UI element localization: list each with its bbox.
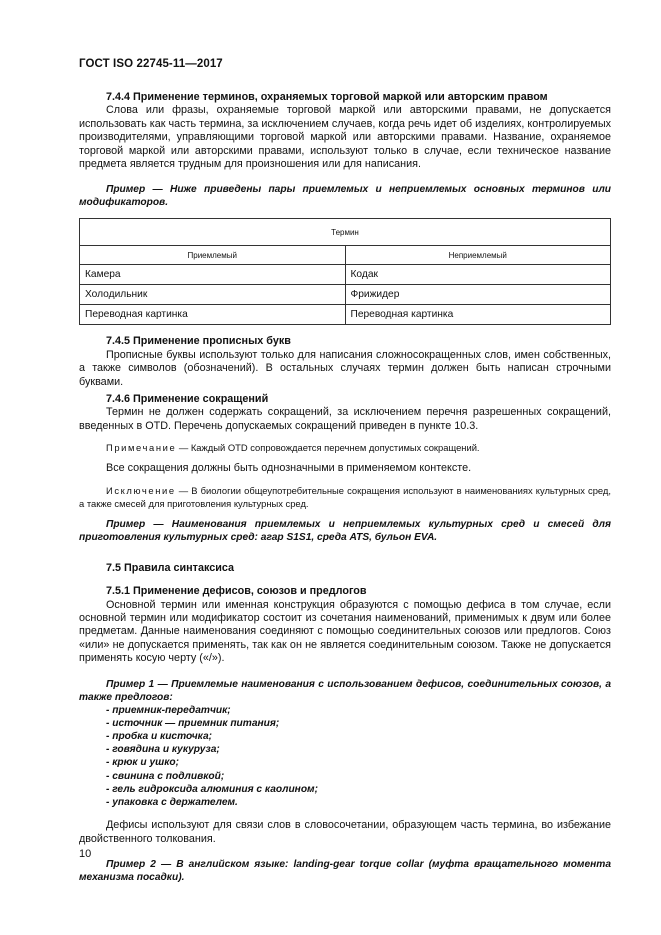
page-content	[79, 91, 611, 884]
section-7-4-4-body: Слова или фразы, охраняемые торговой маркой или авторскими правами, не допускается использовать как часть термина, за исключением случаев, когда речь идет об изделиях, контролируемых производителями, управляющими торговой маркой или авторскими правами. Название, охраняемое торговой маркой или авторскими правами, используют только в случае, если техническое название предмета является трудным для произношения или для написания.	[79, 104, 611, 171]
list-item: - свинина с подливкой;	[106, 770, 225, 782]
section-7-5-1-body: Основной термин или именная конструкция образуются с помощью дефиса в том случае, если основной термин или модификатор состоит из сочетания наименований, применимых к двум или более предметам. Данные наименования соединяют с помощью соединительных союзов или предлогов. Союз «или» не допускается применять, так как он не является соединительным союзом. Также не допускается применять косую черту («/»).	[79, 598, 611, 665]
section-7-4-5-body: Прописные буквы используют только для написания сложносокращенных слов, имен собственных, а также символов (обозначений). В остальных случаях термин должен быть написан строчными буквами.	[79, 348, 611, 388]
list-item: - пробка и кисточка;	[106, 730, 213, 742]
cell-acceptable: Переводная картинка	[80, 305, 346, 325]
list-item: - упаковка с держателем.	[106, 796, 238, 808]
cell-acceptable: Камера	[80, 265, 346, 285]
exception-label: Исключение	[106, 484, 176, 496]
section-7-4-5-heading: 7.4.5 Применение прописных букв	[106, 335, 291, 348]
section-7-4-6-body: Термин не должен содержать сокращений, за исключением перечня разрешенных сокращений, введенных в OTD. Перечень допускаемых сокращений приведен в пункте 10.3.	[79, 406, 611, 432]
column-header-acceptable: Приемлемый	[80, 246, 346, 265]
terms-table	[79, 218, 611, 325]
example-list	[79, 704, 611, 810]
note	[79, 441, 611, 454]
list-item: - крюк и ушко;	[106, 757, 179, 769]
table-row	[80, 305, 611, 325]
cell-unacceptable: Фрижидер	[345, 285, 611, 305]
cell-acceptable: Холодильник	[80, 285, 346, 305]
note-label: Примечание	[106, 442, 177, 454]
section-7-5-1-body-2: Дефисы используют для связи слов в словосочетании, образующем часть термина, во избежание двойственного толкования.	[79, 819, 611, 845]
section-7-5-1-example-2: Пример 2 — В английском языке: landing-gear torque collar (муфта вращательного момента механизма посадки).	[79, 858, 611, 883]
section-7-5-1-heading: 7.5.1 Применение дефисов, союзов и предлогов	[106, 585, 367, 598]
page-number: 10	[79, 848, 92, 860]
table-row	[80, 265, 611, 285]
note-text: — Каждый OTD сопровождается перечнем допустимых сокращений.	[176, 442, 480, 454]
cell-unacceptable: Переводная картинка	[345, 305, 611, 325]
section-7-4-4-example: Пример — Ниже приведены пары приемлемых и неприемлемых основных терминов или модификаторов.	[79, 184, 611, 209]
list-item: - говядина и кукуруза;	[106, 744, 220, 756]
exception-text: — В биологии общеупотребительные сокращения используют в наименованиях культурных сред, а также смесей для приготовления культурных сред.	[79, 484, 611, 509]
list-item: - источник — приемник питания;	[106, 717, 280, 729]
section-7-4-6-example: Пример — Наименования приемлемых и неприемлемых культурных сред и смесей для приготовления культурных сред: агар S1S1, среда ATS, бульон EVA.	[79, 518, 611, 543]
section-7-5-1-example-1: Пример 1 — Приемлемые наименования с использованием дефисов, соединительных союзов, а также предлогов:	[79, 678, 611, 703]
section-7-4-4-heading: 7.4.4 Применение терминов, охраняемых торговой маркой или авторским правом	[106, 91, 548, 103]
section-7-5-heading: 7.5 Правила синтаксиса	[106, 561, 235, 574]
section-7-4-6-body-2: Все сокращения должны быть однозначными в применяемом контексте.	[106, 462, 472, 475]
table-row	[80, 285, 611, 305]
list-item: - приемник-передатчик;	[106, 704, 231, 716]
section-7-4-6-heading: 7.4.6 Применение сокращений	[106, 393, 269, 406]
exception-note	[79, 484, 611, 510]
list-item: - гель гидроксида алюминия с каолином;	[106, 783, 318, 795]
column-header-unacceptable: Неприемлемый	[345, 246, 611, 265]
document-code-header: ГОСТ ISO 22745-11—2017	[79, 58, 223, 70]
cell-unacceptable: Кодак	[345, 265, 611, 285]
table-title: Термин	[80, 219, 611, 246]
